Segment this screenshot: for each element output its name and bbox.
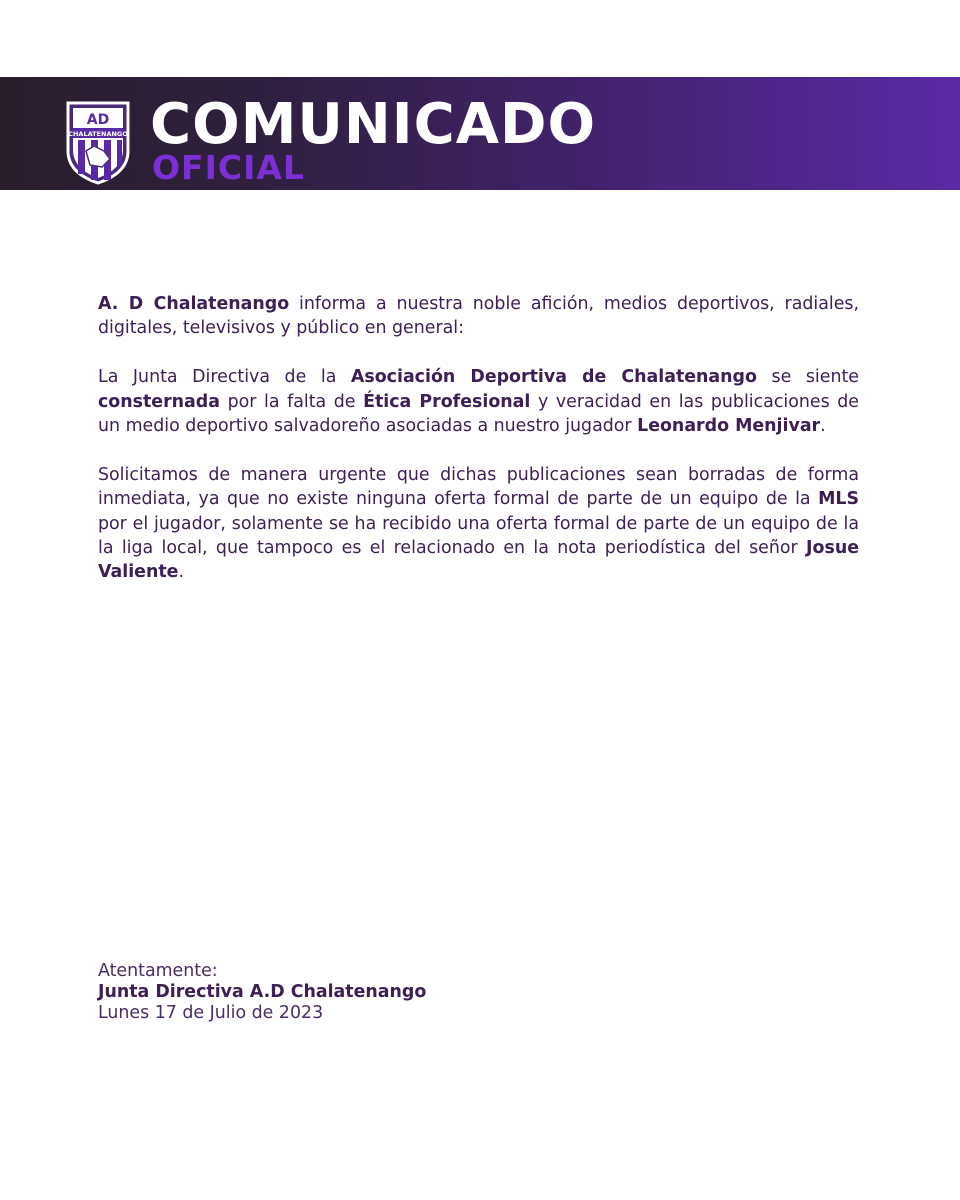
text-span: informa a nuestra noble afición, medios deportivos, radiales, digitales, televisivos y público en general:	[98, 294, 859, 339]
paragraph-request	[98, 463, 859, 585]
page-subtitle: OFICIAL	[152, 148, 305, 187]
paragraph-board	[98, 365, 859, 438]
crest-band-text: CHALATENANGO	[68, 130, 128, 138]
statement-date: Lunes 17 de Julio de 2023	[98, 1003, 324, 1023]
text-span: y veracidad en las publicaciones de un medio deportivo salvadoreño asociadas a nuestro jugador	[98, 391, 859, 437]
club-crest-logo	[64, 99, 132, 185]
emphasis-text: consternada	[98, 391, 220, 412]
page-title: COMUNICADO	[150, 92, 597, 157]
text-span: .	[178, 562, 184, 583]
text-span: por la falta de	[219, 391, 364, 412]
crest-top-text: AD	[86, 112, 110, 128]
journalist-name: Josue Valiente	[98, 538, 859, 583]
text-span: .	[820, 416, 826, 437]
club-name: A. D Chalatenango	[98, 294, 290, 314]
association-name: Asociación Deportiva de Chalatenango	[350, 367, 757, 388]
signatory-name: Junta Directiva A.D Chalatenango	[98, 982, 427, 1002]
text-span: por el jugador, solamente se ha recibido una oferta formal de parte de un equipo de la la liga local, que tampoco es el relacionado en la nota periodística del señor	[98, 513, 859, 559]
text-span: Solicitamos de manera urgente que dichas publicaciones sean borradas de forma inmediata, ya que no existe ninguna oferta formal de parte de un equipo de la	[98, 464, 859, 510]
league-name: MLS	[818, 489, 859, 510]
emphasis-text: Ética Profesional	[363, 391, 531, 412]
header-banner	[0, 77, 960, 190]
text-span: La Junta Directiva de la	[98, 367, 351, 388]
text-span: se siente	[756, 367, 859, 388]
player-name: Leonardo Menjivar	[637, 416, 821, 437]
statement-body	[98, 292, 859, 609]
paragraph-intro	[98, 292, 859, 341]
closing-text: Atentamente:	[98, 961, 218, 981]
signature-block	[98, 961, 426, 1024]
